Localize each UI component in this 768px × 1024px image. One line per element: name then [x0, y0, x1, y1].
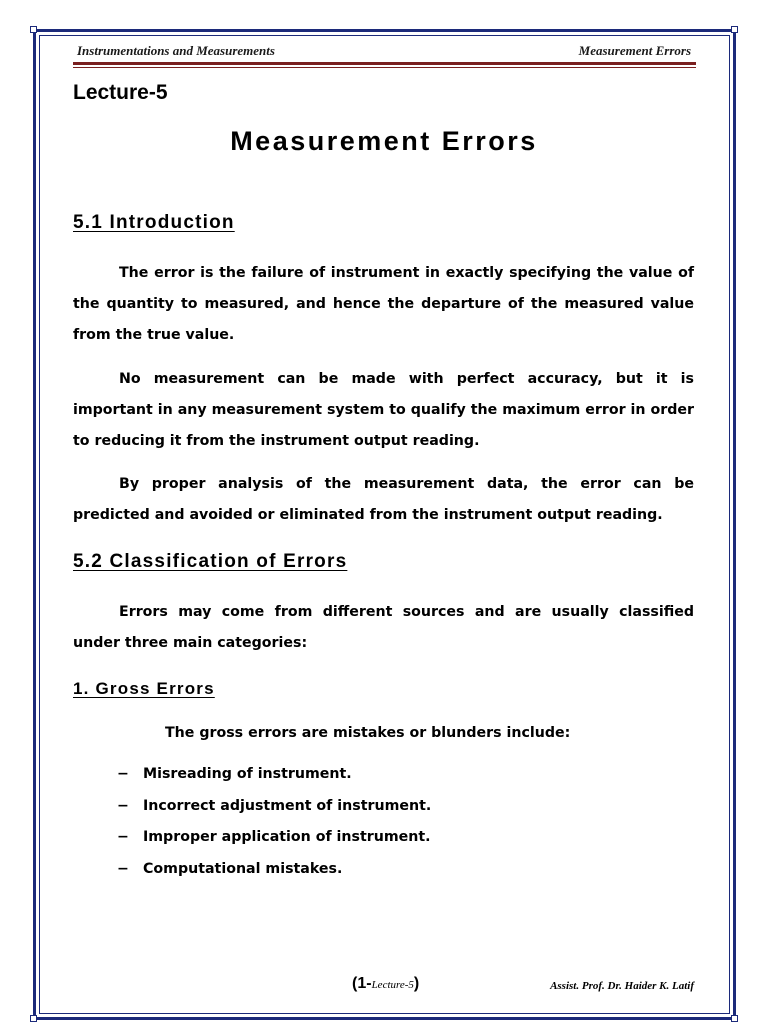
dash-bullet-icon: −: [117, 860, 129, 877]
subsection-heading-gross-errors: 1. Gross Errors: [73, 679, 215, 698]
dash-bullet-icon: −: [117, 766, 129, 782]
footer-author: Assist. Prof. Dr. Haider K. Latif: [550, 980, 694, 992]
page-number: [352, 975, 419, 993]
border-corner: [731, 1015, 738, 1022]
lecture-label: Lecture-5: [73, 81, 168, 104]
list-item-text: Incorrect adjustment of instrument.: [143, 797, 432, 814]
list-item: [117, 861, 431, 893]
header-course: Instrumentations and Measurements: [77, 43, 275, 58]
page-number-close: ): [413, 975, 420, 992]
section-heading-introduction: 5.1 Introduction: [73, 212, 235, 233]
paragraph: The error is the failure of instrument in exactly specifying the value of the quantity to measured, and hence the departure of the measured value from the true value.: [73, 265, 694, 343]
dash-bullet-icon: −: [117, 829, 129, 845]
border-corner: [30, 26, 37, 33]
paragraph: No measurement can be made with perfect accuracy, but it is important in any measurement system to qualify the maximum error in order to reducing it from the instrument output reading.: [73, 371, 694, 449]
list-item-text: Misreading of instrument.: [143, 766, 352, 782]
list-item: [117, 798, 431, 830]
paragraph: By proper analysis of the measurement data, the error can be predicted and avoided or eliminated from the instrument output reading.: [73, 476, 694, 523]
border-corner: [30, 1015, 37, 1022]
list-item: [117, 766, 431, 798]
list-item: [117, 829, 431, 861]
dash-bullet-icon: −: [117, 797, 129, 814]
header-rule-thin: [73, 67, 696, 68]
page-title: Measurement Errors: [230, 126, 538, 156]
list-item-text: Improper application of instrument.: [143, 829, 431, 845]
gross-errors-intro: The gross errors are mistakes or blunders include:: [165, 725, 571, 741]
page-number-lecture: Lecture-5: [371, 979, 414, 991]
list-item-text: Computational mistakes.: [143, 860, 343, 877]
section-heading-classification: 5.2 Classification of Errors: [73, 551, 348, 572]
paragraph: Errors may come from different sources and are usually classified under three main categories:: [73, 604, 694, 651]
header-rule: [73, 62, 696, 65]
border-corner: [731, 26, 738, 33]
header-topic: Measurement Errors: [578, 43, 691, 58]
page-number-open: (1-: [352, 975, 372, 992]
gross-errors-list: [117, 766, 431, 892]
